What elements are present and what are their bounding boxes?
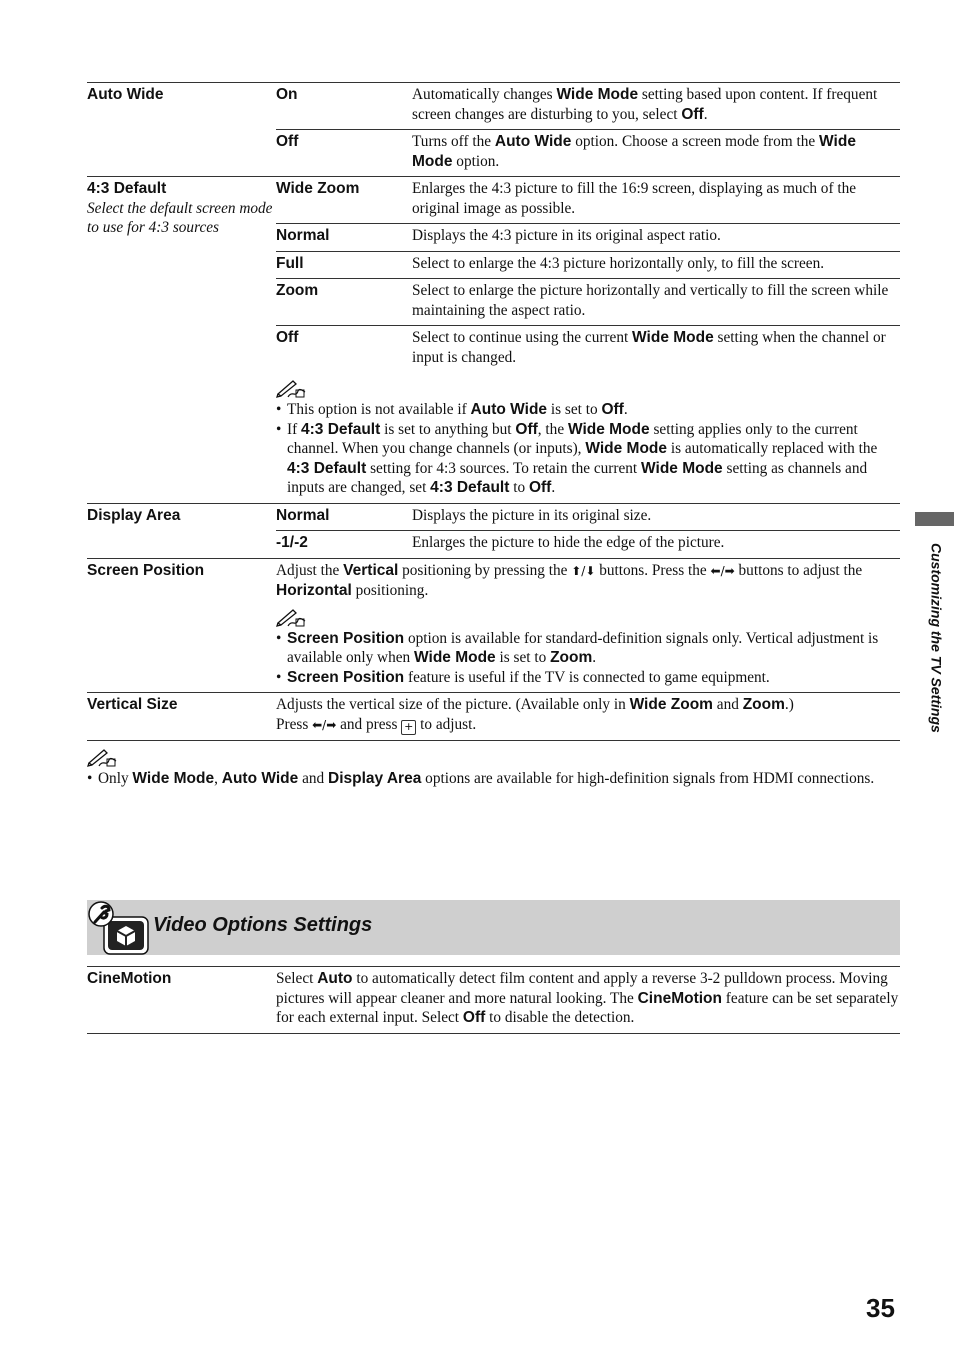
settings-table bbox=[87, 82, 900, 741]
option-normal-description: Displays the 4:3 picture in its original aspect ratio. bbox=[412, 224, 900, 252]
table-row-screen-position bbox=[87, 558, 900, 693]
left-right-arrows-icon: ⬅/➡ bbox=[710, 563, 735, 578]
note-item: • Only Wide Mode, Auto Wide and Display Area options are available for high-definition signals from HDMI connections. bbox=[87, 769, 900, 789]
enter-button-icon: + bbox=[401, 720, 416, 735]
option-normal-display-description: Displays the picture in its original size. bbox=[412, 503, 900, 531]
video-options-header bbox=[87, 900, 900, 955]
option-on: On bbox=[276, 86, 298, 103]
note-pencil-icon bbox=[276, 607, 306, 627]
general-note bbox=[87, 747, 900, 789]
setting-label-display-area: Display Area bbox=[87, 506, 181, 524]
note-item: • If 4:3 Default is set to anything but Off, the Wide Mode setting applies only to the current channel. When you change channels (or inputs), Wide Mode is automatically replaced with the 4:3 Default setting for 4:3 sources. To retain the current Wide Mode setting as channels and inputs are changed, set 4:3 Default to Off. bbox=[276, 420, 900, 498]
note-item: • This option is not available if Auto Wide is set to Off. bbox=[276, 400, 900, 420]
note-item: • Screen Position feature is useful if the TV is connected to game equipment. bbox=[276, 668, 900, 688]
note-pencil-icon bbox=[87, 747, 117, 767]
option-wide-zoom-description: Enlarges the 4:3 picture to fill the 16:9 screen, displaying as much of the original image as possible. bbox=[412, 177, 900, 224]
vertical-size-description: Adjusts the vertical size of the picture. (Available only in Wide Zoom and Zoom.) Press ⬅/➡ and press + to adjust. bbox=[276, 693, 900, 741]
setting-label-screen-position: Screen Position bbox=[87, 561, 205, 579]
option-minus-1-2: -1/-2 bbox=[276, 534, 308, 551]
option-minus-1-2-description: Enlarges the picture to hide the edge of the picture. bbox=[412, 531, 900, 559]
table-row-auto-wide bbox=[87, 83, 900, 130]
screen-position-label-cell bbox=[87, 558, 276, 693]
option-on-description: Automatically changes Wide Mode setting based upon content. If frequent screen changes are disturbing to you, select Off. bbox=[412, 83, 900, 130]
cinemotion-section bbox=[87, 966, 900, 1034]
option-off-43-description: Select to continue using the current Wide Mode setting when the channel or input is changed. bbox=[412, 326, 900, 373]
page-number: 35 bbox=[866, 1293, 895, 1323]
option-wide-zoom: Wide Zoom bbox=[276, 180, 360, 197]
settings-page bbox=[87, 82, 900, 789]
setting-label-4-3-default: 4:3 Default bbox=[87, 180, 167, 197]
option-normal: Normal bbox=[276, 227, 330, 244]
vertical-size-label-cell bbox=[87, 693, 276, 741]
setting-label-vertical-size: Vertical Size bbox=[87, 696, 178, 713]
table-row-cinemotion bbox=[87, 967, 900, 1034]
note-item: • Screen Position option is available for standard-definition signals only. Vertical adjustment is available only when Wide Mode is set to Zoom. bbox=[276, 629, 900, 668]
cinemotion-label-cell bbox=[87, 967, 276, 1034]
chapter-tab bbox=[915, 512, 954, 526]
table-row-display-area bbox=[87, 503, 900, 531]
screen-position-description: Adjust the Vertical positioning by pressing the ⬆/⬇ buttons. Press the ⬅/➡ buttons to adjust the Horizontal positioning. • Screen Position option is available for standard-definition signals only. Vertical adjustment is available only when Wide Mode is set to Zoom. • Screen Position feature is useful if the TV is connected to game equipment. bbox=[276, 558, 900, 693]
wrench-tv-icon bbox=[87, 900, 151, 956]
setting-label-auto-wide: Auto Wide bbox=[87, 86, 164, 103]
note-pencil-icon bbox=[276, 378, 306, 398]
display-area-label-cell bbox=[87, 503, 276, 558]
table-row-43-default bbox=[87, 177, 900, 224]
option-off-43: Off bbox=[276, 329, 299, 346]
default43-notes bbox=[276, 372, 900, 503]
setting-label-cinemotion: CineMotion bbox=[87, 970, 172, 987]
up-down-arrows-icon: ⬆/⬇ bbox=[571, 563, 596, 578]
option-off-description: Turns off the Auto Wide option. Choose a screen mode from the Wide Mode option. bbox=[412, 130, 900, 177]
option-zoom-description: Select to enlarge the picture horizontally and vertically to fill the screen while maintaining the aspect ratio. bbox=[412, 279, 900, 326]
left-right-arrows-icon: ⬅/➡ bbox=[312, 717, 337, 732]
video-options-table bbox=[87, 966, 900, 1034]
option-zoom: Zoom bbox=[276, 282, 319, 299]
section-title: Video Options Settings bbox=[153, 914, 373, 936]
cinemotion-description: Select Auto to automatically detect film content and apply a reverse 3-2 pulldown process. Moving pictures will appear cleaner and more natural looking. The CineMotion feature can be set separately for each external input. Select Off to disable the detection. bbox=[276, 967, 900, 1034]
option-full: Full bbox=[276, 254, 304, 272]
option-full-description: Select to enlarge the 4:3 picture horizontally only, to fill the screen. bbox=[412, 251, 900, 279]
option-off: Off bbox=[276, 133, 299, 150]
chapter-side-label: Customizing the TV Settings bbox=[928, 543, 945, 733]
option-normal-display: Normal bbox=[276, 506, 330, 524]
table-row-vertical-size bbox=[87, 693, 900, 741]
setting-description-4-3-default: Select the default screen mode to use for 4:3 sources bbox=[87, 199, 273, 236]
auto-wide-label-cell bbox=[87, 83, 276, 177]
default43-label-cell bbox=[87, 177, 276, 504]
